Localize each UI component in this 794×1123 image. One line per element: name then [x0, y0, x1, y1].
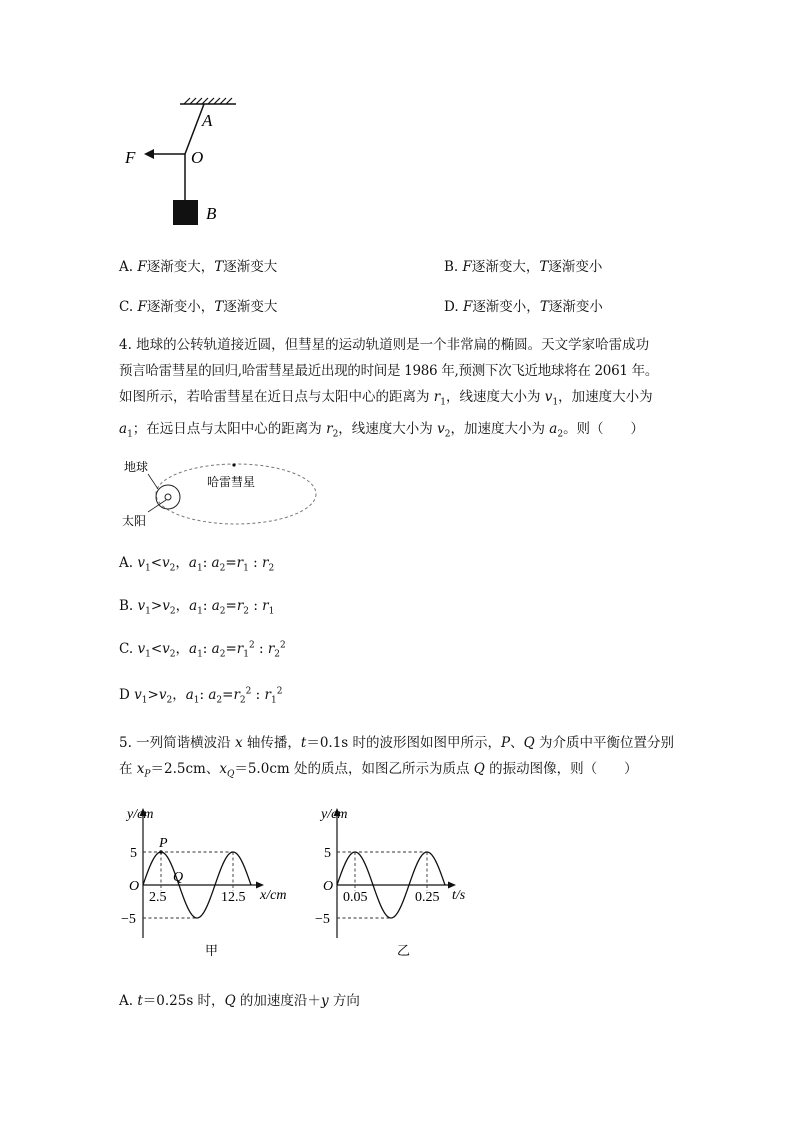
sub: 1 — [144, 563, 151, 574]
var-q: Q — [523, 735, 535, 751]
text: ＝0.25s 时， — [142, 993, 225, 1009]
var-f: F — [462, 259, 472, 275]
block-b — [173, 200, 198, 225]
earth-label: 地球 — [124, 460, 149, 474]
option-prefix: B. — [444, 259, 463, 275]
q4-option-d[interactable] — [119, 683, 282, 706]
x-tick-label: 0.25 — [415, 890, 440, 905]
sub: P — [144, 769, 151, 780]
q3-option-d[interactable] — [444, 295, 603, 315]
option-prefix: C. — [119, 299, 138, 315]
graph-caption: 乙 — [397, 943, 411, 958]
var-t: T — [539, 299, 549, 315]
text: 的加速度沿＋ — [235, 993, 321, 1009]
ratio: ，$a_1$: $a_2=r_2^2$ : $r_1^2$ — [172, 686, 283, 706]
q3-option-b[interactable] — [444, 255, 602, 275]
comet-dot — [232, 463, 235, 466]
sub: 1 — [145, 649, 151, 660]
text: 、 — [510, 735, 524, 751]
y-axis-label: y/cm — [127, 807, 154, 822]
q3-option-c[interactable] — [119, 295, 277, 315]
text: ，线速度大小为 — [338, 420, 438, 437]
sub: 2 — [332, 429, 339, 440]
var-f: F — [462, 299, 473, 315]
var-v1: v — [137, 641, 146, 657]
var-v1: v — [137, 555, 145, 571]
text: ，线速度大小为 — [446, 389, 545, 405]
vibration-graph-yi — [312, 800, 487, 970]
option-text: 逐渐变小， — [472, 299, 540, 315]
option-prefix: D — [119, 687, 135, 703]
option-text: 逐渐变大， — [471, 259, 540, 275]
text: ；在远日点与太阳中心的距离为 — [132, 420, 327, 437]
point-q-label: Q — [173, 870, 184, 885]
sub: 1 — [440, 397, 446, 408]
ceiling-hatch — [184, 98, 232, 104]
q5-line-2 — [119, 756, 679, 788]
var-f: F — [137, 299, 147, 315]
var-t: T — [214, 259, 224, 275]
y-tick-label: −5 — [121, 912, 136, 927]
var-r1: r — [433, 389, 441, 405]
y-tick-label: 5 — [130, 846, 137, 861]
var-v2: v — [162, 555, 170, 571]
y-tick-label: −5 — [315, 912, 330, 927]
q4-line-3 — [119, 384, 679, 416]
q5-option-a[interactable] — [119, 989, 360, 1009]
relation: > — [150, 598, 163, 614]
sub: 1 — [552, 397, 559, 408]
y-axis-label: y/cm — [321, 807, 348, 822]
text: 在 — [119, 761, 137, 777]
option-text: 逐渐变大， — [146, 259, 215, 275]
q5-stem — [119, 730, 679, 788]
q4-line-1: 4. 地球的公转轨道接近圆，但彗星的运动轨道则是一个非常扁的椭圆。天文学家哈雷成功 — [119, 337, 650, 353]
var-v1: v — [134, 687, 142, 703]
x-axis-label: t/s — [452, 888, 466, 903]
ratio: ，$a_1$: $a_2=r_2$ : $r_1$ — [175, 598, 275, 617]
origin-label: O — [323, 879, 334, 894]
var-q: Q — [224, 993, 236, 1009]
var-a1: a — [119, 420, 128, 437]
q4-line-2: 预言哈雷彗星的回归,哈雷彗星最近出现的时间是 1986 年,预测下次飞近地球将在 2061 年。 — [119, 363, 659, 379]
sun-icon — [165, 494, 171, 500]
option-text: 逐渐变小 — [548, 259, 603, 275]
relation: > — [147, 687, 159, 703]
label-b: B — [206, 204, 217, 223]
wave-graph-jia — [118, 800, 308, 970]
ratio: ，$a_1$: $a_2=r_1^2$ : $r_2^2$ — [175, 640, 286, 660]
y-tick-label: 5 — [324, 846, 331, 861]
var-r2: r — [326, 420, 333, 437]
sun-label: 太阳 — [122, 514, 147, 528]
sub: 2 — [166, 695, 173, 706]
text: 。则（ ） — [563, 420, 645, 437]
sub: 2 — [169, 606, 176, 617]
q4-option-b[interactable] — [119, 594, 274, 617]
origin-label: O — [129, 879, 140, 894]
ratio: ，$a_1$: $a_2=r_1$ : $r_2$ — [175, 555, 275, 574]
text: 方向 — [328, 993, 360, 1009]
text: 如图所示，若哈雷彗星在近日点与太阳中心的距离为 — [119, 389, 434, 405]
earth-orbit — [156, 485, 180, 509]
rope-mass-figure — [118, 92, 258, 232]
var-x: x — [219, 761, 227, 777]
var-p: P — [501, 735, 511, 751]
x-tick-label: 12.5 — [221, 890, 246, 905]
q5-line-1 — [119, 730, 679, 756]
var-t: T — [539, 259, 549, 275]
q4-line-4 — [119, 416, 679, 448]
label-a: A — [202, 111, 213, 130]
var-t: t — [300, 735, 307, 751]
q4-option-a[interactable] — [119, 551, 274, 574]
orbit-figure — [118, 454, 328, 534]
option-prefix: A. — [119, 555, 138, 571]
point-p-label: P — [159, 836, 168, 851]
option-text: 逐渐变大 — [223, 259, 278, 275]
text: 5. 一列简谐横波沿 — [119, 735, 235, 751]
x-axis-label: x/cm — [260, 888, 287, 903]
sub: 1 — [145, 606, 151, 617]
sub: 1 — [127, 429, 133, 440]
var-t: t — [137, 993, 143, 1009]
sub: 2 — [444, 429, 451, 440]
earth-leader — [148, 474, 158, 489]
sub: 2 — [169, 649, 176, 660]
q4-stem — [119, 332, 679, 447]
relation: < — [150, 555, 163, 571]
var-v2: v — [162, 641, 170, 657]
var-t: T — [214, 299, 224, 315]
text: ＝5.0cm 处的质点，如图乙所示为质点 — [234, 761, 474, 777]
option-text: 逐渐变大 — [223, 299, 278, 315]
option-prefix: A. — [119, 993, 138, 1009]
var-v2: v — [158, 687, 167, 703]
var-q: Q — [473, 761, 485, 777]
option-prefix: C. — [119, 641, 138, 657]
var-v1: v — [137, 598, 146, 614]
text: ，加速度大小为 — [450, 420, 550, 437]
x-tick-label: 2.5 — [149, 890, 167, 905]
var-a2: a — [549, 420, 558, 437]
option-text: 逐渐变小， — [146, 299, 215, 315]
q3-option-a[interactable] — [119, 255, 277, 275]
option-prefix: D. — [444, 299, 463, 315]
sub: Q — [226, 769, 235, 780]
var-x: x — [234, 735, 243, 751]
comet-label: 哈雷彗星 — [207, 475, 256, 489]
text: ＝2.5cm、 — [150, 761, 220, 777]
option-prefix: A. — [119, 259, 138, 275]
arrow-head — [144, 149, 154, 159]
sub: 2 — [169, 563, 176, 574]
var-y: y — [320, 993, 329, 1009]
text: ，加速度大小为 — [558, 389, 653, 405]
q4-option-c[interactable] — [119, 637, 286, 660]
text: 轴传播， — [242, 735, 301, 751]
var-v2: v — [437, 420, 445, 437]
option-prefix: B. — [119, 598, 138, 614]
var-v2: v — [162, 598, 170, 614]
option-text: 逐渐变小 — [548, 299, 603, 315]
x-tick-label: 0.05 — [343, 890, 368, 905]
text: 为介质中平衡位置分别 — [534, 735, 674, 751]
sub: 1 — [141, 695, 148, 706]
sub: 2 — [557, 429, 564, 440]
text: ＝0.1s 时的波形图如图甲所示， — [306, 735, 502, 751]
relation: < — [150, 641, 163, 657]
var-x: x — [136, 761, 145, 777]
label-o: O — [191, 148, 204, 167]
text: 的振动图像，则（ ） — [484, 761, 638, 777]
var-v1: v — [544, 389, 553, 405]
var-f: F — [137, 259, 147, 275]
graph-caption: 甲 — [205, 943, 219, 958]
label-f: F — [125, 148, 136, 167]
